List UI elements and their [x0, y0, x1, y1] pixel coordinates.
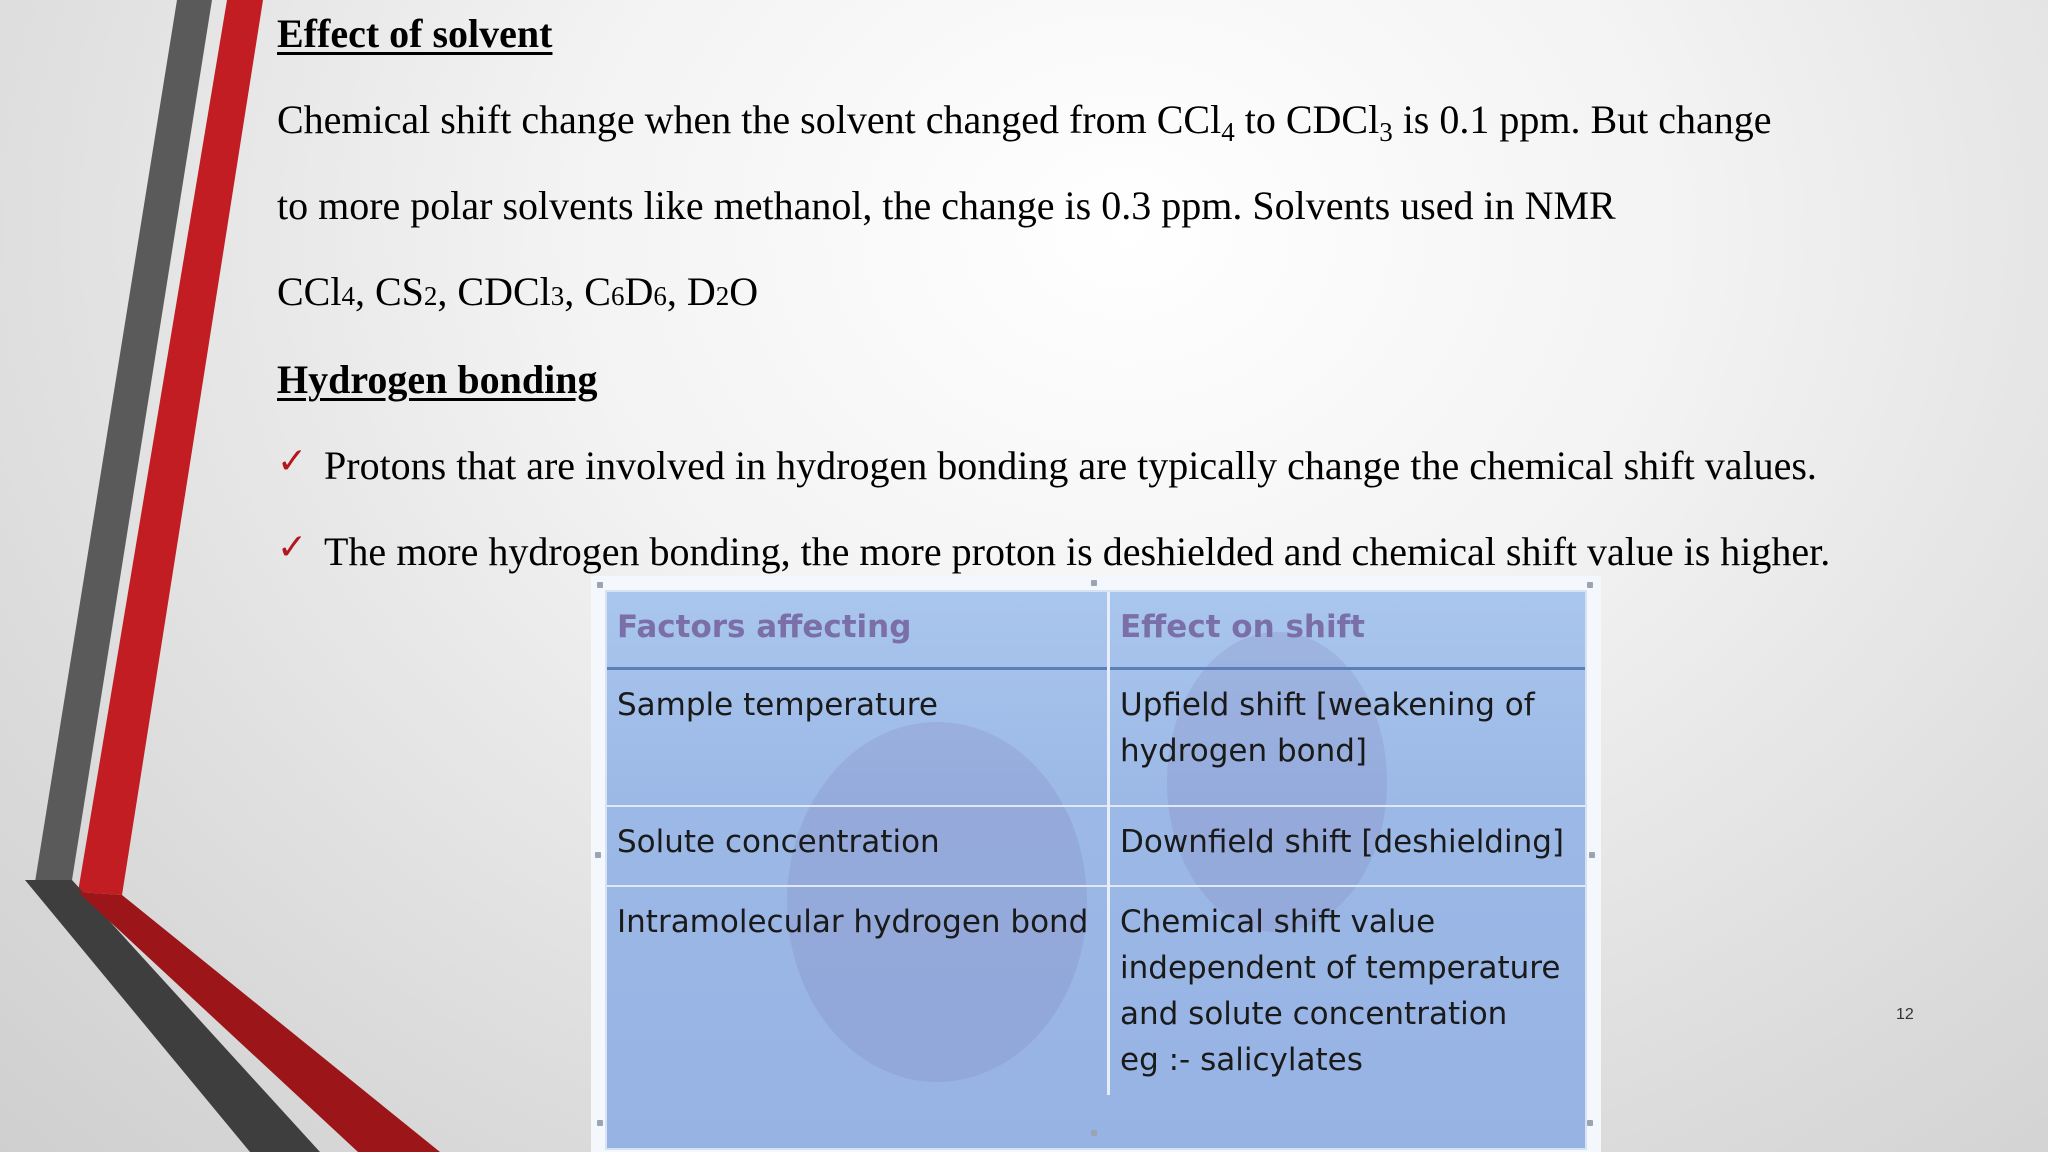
para-sub-2: 3	[1379, 117, 1393, 147]
checkmark-icon: ✓	[277, 527, 308, 568]
solvent-subscript: 3	[550, 281, 565, 311]
solvent-text: O	[729, 269, 759, 314]
solvent-text: , CDCl	[437, 269, 551, 314]
heading-hydrogen-bonding: Hydrogen bonding	[277, 357, 598, 402]
factors-table-image	[591, 576, 1601, 1152]
gray-stripe-lower	[25, 880, 320, 1152]
heading-effect-of-solvent: Effect of solvent	[277, 11, 553, 56]
resize-handle-icon[interactable]	[595, 852, 601, 858]
factors-table-frame	[605, 590, 1587, 1150]
bullet-text: The more hydrogen bonding, the more proton is deshielded and chemical shift value is higher.	[324, 529, 1831, 574]
solvents-list	[277, 268, 758, 315]
solvent-text: , CS	[354, 269, 424, 314]
solvent-subscript: 6	[653, 281, 667, 311]
resize-handle-icon[interactable]	[1587, 1120, 1593, 1126]
table-cell-effect: Upfield shift [weakening of hydrogen bond]	[1109, 668, 1586, 806]
para-text-1: Chemical shift change when the solvent changed from CCl	[277, 97, 1222, 142]
solvent-text: D	[624, 269, 654, 314]
table-cell-factor: Sample temperature	[607, 668, 1109, 806]
solvent-text: , D	[666, 269, 716, 314]
solvent-subscript: 6	[610, 281, 625, 311]
resize-handle-icon[interactable]	[1091, 1130, 1097, 1136]
table-header-row	[607, 592, 1585, 668]
solvent-text: CCl	[277, 269, 342, 314]
bullet-text: Protons that are involved in hydrogen bonding are typically change the chemical shift values.	[324, 443, 1817, 488]
bullet-item	[277, 528, 1830, 575]
resize-handle-icon[interactable]	[1589, 852, 1595, 858]
table-row	[607, 668, 1585, 806]
table-cell-effect: Downfield shift [deshielding]	[1109, 806, 1586, 886]
solvent-paragraph-line2: to more polar solvents like methanol, the change is 0.3 ppm. Solvents used in NMR	[277, 183, 1616, 228]
solvent-text: , C	[564, 269, 611, 314]
red-stripe-lower	[78, 892, 440, 1152]
checkmark-icon: ✓	[277, 441, 308, 482]
table-row	[607, 886, 1585, 1095]
resize-handle-icon[interactable]	[1091, 580, 1097, 586]
red-stripe-upper	[78, 0, 263, 895]
solvent-subscript: 4	[341, 281, 355, 311]
factors-table	[607, 592, 1585, 1095]
para-text-3: is 0.1 ppm. But change	[1392, 97, 1772, 142]
bullet-item	[277, 442, 1817, 489]
gray-stripe-upper	[35, 0, 212, 882]
table-cell-factor: Solute concentration	[607, 806, 1109, 886]
resize-handle-icon[interactable]	[1587, 582, 1593, 588]
table-header-effect: Effect on shift	[1120, 609, 1365, 645]
resize-handle-icon[interactable]	[597, 1120, 603, 1126]
table-row	[607, 806, 1585, 886]
table-header-factor: Factors affecting	[607, 592, 1109, 668]
solvent-paragraph-line1	[277, 96, 1772, 147]
solvent-subscript: 2	[715, 281, 730, 311]
para-text-2: to CDCl	[1234, 97, 1380, 142]
table-cell-factor: Intramolecular hydrogen bond	[607, 886, 1109, 1095]
resize-handle-icon[interactable]	[597, 582, 603, 588]
table-cell-effect: Chemical shift value independent of temperature and solute concentration eg :- salicylates	[1109, 886, 1586, 1095]
page-number: 12	[1896, 1006, 1914, 1023]
solvent-subscript: 2	[423, 281, 438, 311]
para-sub-1: 4	[1221, 117, 1235, 147]
